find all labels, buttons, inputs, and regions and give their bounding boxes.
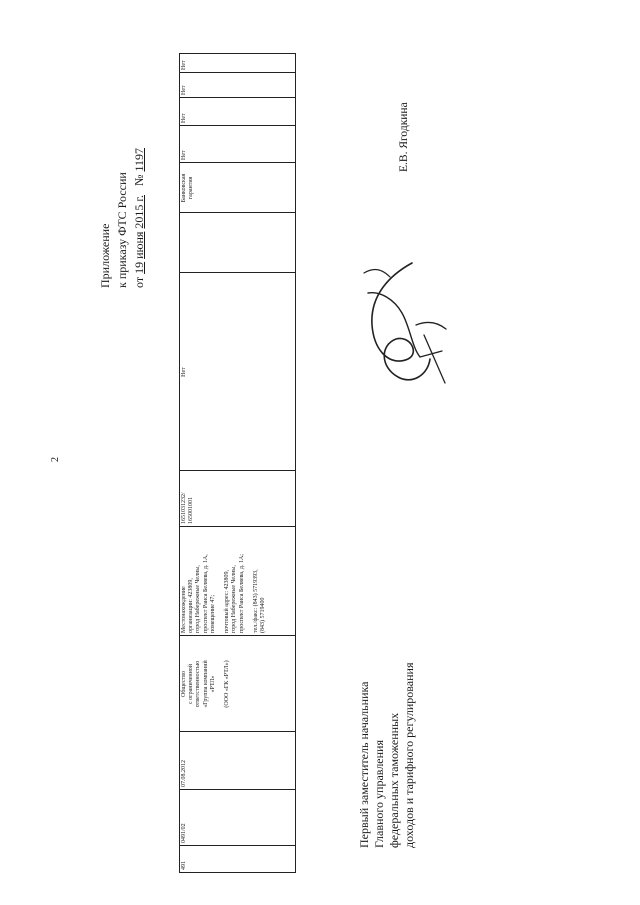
cell-col13: Нет xyxy=(181,60,187,70)
handwritten-signature xyxy=(350,255,450,395)
signer-line: Первый заместитель начальника xyxy=(357,681,371,848)
signer-line: федеральных таможенных xyxy=(387,712,401,848)
cell-col12: Нет xyxy=(181,85,187,95)
table-border-right xyxy=(179,53,296,54)
cell-inn-kpp: 1651031232/ 165001001 xyxy=(181,492,195,524)
signer-position xyxy=(357,663,417,848)
table-border-top xyxy=(179,53,180,873)
cell-col7: Нет xyxy=(181,367,187,377)
signer-line: Главного управления xyxy=(372,740,386,848)
table-border-left xyxy=(179,872,296,873)
date-prefix: от xyxy=(132,273,146,288)
cell-col8 xyxy=(179,213,296,273)
date-month: июня xyxy=(132,231,146,259)
registry-table xyxy=(179,53,296,873)
number-label: № xyxy=(132,174,146,186)
appendix-title: Приложение xyxy=(98,223,112,288)
table-divider xyxy=(179,526,296,527)
cell-org-name: Общество с ограниченной ответственностью «Группа компаний «РТЛ» (ООО «ГК «РТЛ») xyxy=(181,660,231,708)
order-number: 1197 xyxy=(132,147,146,172)
table-divider xyxy=(179,212,296,213)
table-divider xyxy=(179,272,296,273)
date-day: 19 xyxy=(132,261,146,274)
table-divider xyxy=(179,470,296,471)
signer-name: Е.В. Ягодкина xyxy=(398,102,410,172)
table-divider xyxy=(179,72,296,73)
table-divider xyxy=(179,845,296,846)
cell-row-number: 491 xyxy=(181,861,187,870)
year-suffix: г. xyxy=(132,195,146,205)
appendix-header xyxy=(97,136,148,288)
appendix-order-ref: к приказу ФТС России xyxy=(115,172,129,288)
cell-address: Местонахождение организации: 423809, город Набережные Челны, проспект Раиса Беляева, д. 1А, помещение 47; почтовый адрес: 423809, город Набережные Челны, проспект Раиса Беляева, д. 1А; тел./факс: (843) 5719393, (843) 5719400 xyxy=(181,554,267,633)
date-year: 2015 xyxy=(132,204,146,229)
table-divider xyxy=(179,162,296,163)
table-divider xyxy=(179,125,296,126)
table-divider xyxy=(179,731,296,732)
table-divider xyxy=(179,789,296,790)
signer-line: доходов и тарифного регулирования xyxy=(402,662,416,848)
table-divider xyxy=(179,97,296,98)
appendix-date-line xyxy=(131,136,148,288)
cell-col10: Нет xyxy=(181,150,187,160)
table-divider xyxy=(179,635,296,636)
table-border-bottom xyxy=(295,53,296,873)
cell-col11: Нет xyxy=(181,113,187,123)
cell-guarantee: Банковская гарантия xyxy=(181,173,195,203)
page-number: 2 xyxy=(50,457,61,462)
cell-reg-code: 0491/02 xyxy=(181,823,187,843)
cell-reg-date: 07.08.2012 xyxy=(181,760,187,787)
